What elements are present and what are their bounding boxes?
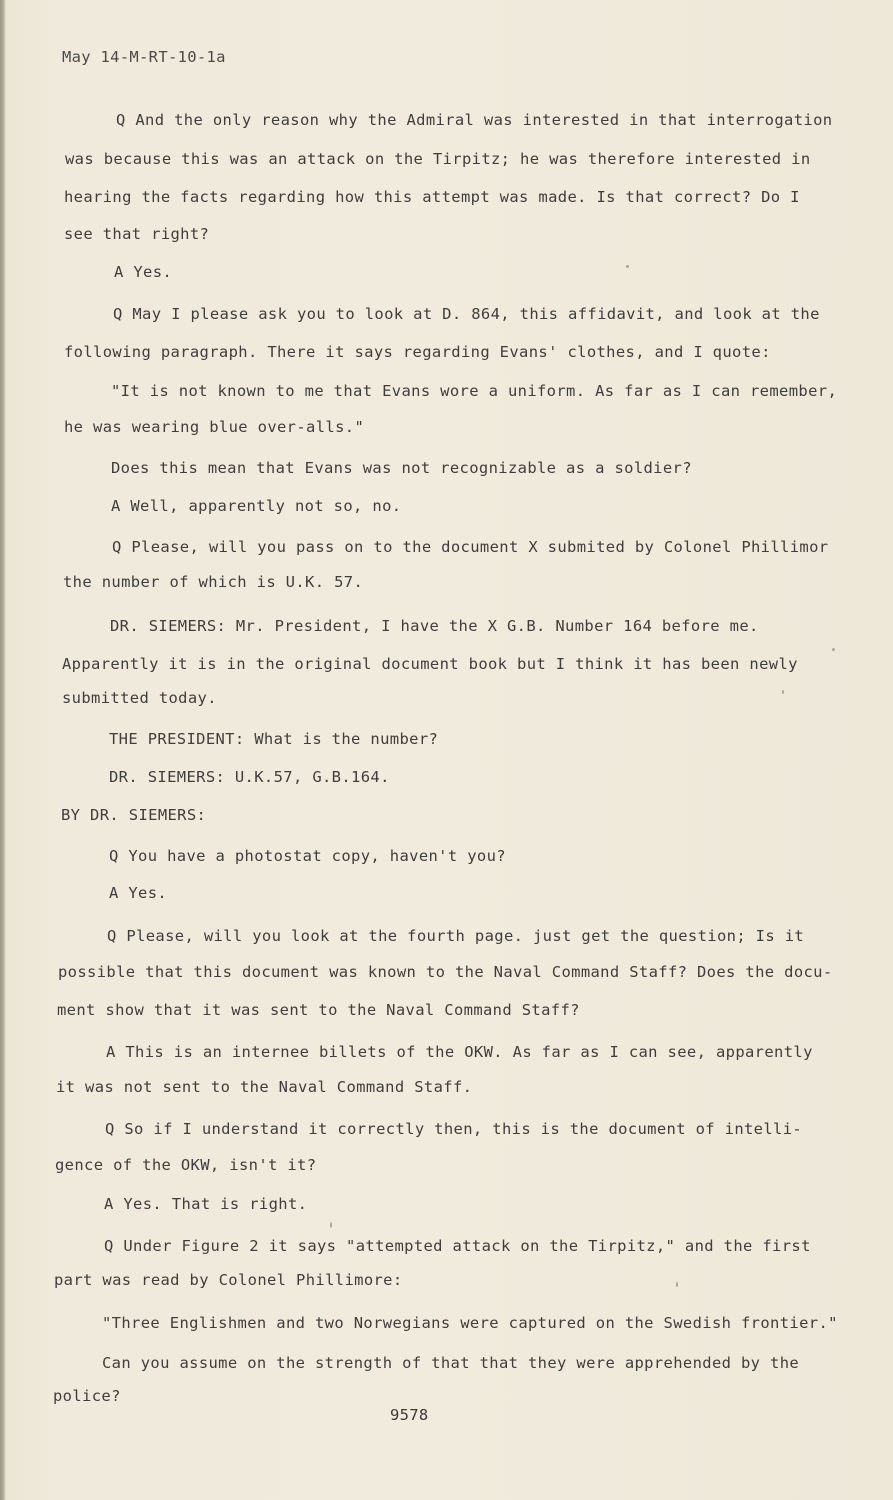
text-line: police? (53, 1387, 121, 1405)
text-line: DR. SIEMERS: U.K.57, G.B.164. (109, 768, 390, 786)
page-number: 9578 (390, 1406, 429, 1424)
text-line: hearing the facts regarding how this attempt was made. Is that correct? Do I (64, 188, 800, 206)
text-line: it was not sent to the Naval Command Staff. (56, 1078, 473, 1096)
paper-speck (626, 265, 629, 268)
text-line: was because this was an attack on the Tirpitz; he was therefore interested in (65, 150, 811, 168)
text-line: A Yes. (114, 263, 173, 281)
text-line: following paragraph. There it says regarding Evans' clothes, and I quote: (64, 343, 771, 361)
text-line: submitted today. (62, 689, 217, 707)
text-line: Q May I please ask you to look at D. 864, this affidavit, and look at the (113, 305, 820, 323)
text-line: A Well, apparently not so, no. (111, 497, 402, 515)
text-line: A Yes. (109, 884, 168, 902)
paper-speck (330, 1222, 332, 1228)
text-line: Q Under Figure 2 it says "attempted attack on the Tirpitz," and the first (104, 1237, 811, 1255)
text-line: part was read by Colonel Phillimore: (54, 1271, 403, 1289)
paper-speck (676, 1282, 678, 1287)
text-line: BY DR. SIEMERS: (61, 806, 207, 824)
text-line: THE PRESIDENT: What is the number? (109, 730, 439, 748)
text-line: see that right? (64, 225, 210, 243)
text-line: Can you assume on the strength of that that they were apprehended by the (102, 1354, 800, 1372)
text-line: the number of which is U.K. 57. (63, 573, 364, 591)
text-line: ment show that it was sent to the Naval Command Staff? (57, 1001, 580, 1019)
text-line: DR. SIEMERS: Mr. President, I have the X G.B. Number 164 before me. (110, 617, 759, 635)
text-line: he was wearing blue over-alls." (64, 418, 365, 436)
text-line: Q You have a photostat copy, haven't you? (109, 847, 506, 865)
text-line: Q Please, will you look at the fourth page. just get the question; Is it (107, 927, 805, 945)
text-line: "It is not known to me that Evans wore a uniform. As far as I can remember, (111, 382, 838, 400)
text-line: A Yes. That is right. (104, 1195, 308, 1213)
text-line: Apparently it is in the original document book but I think it has been newly (62, 655, 798, 673)
page-edge-shadow (0, 0, 6, 1500)
text-line: Q So if I understand it correctly then, this is the document of intelli- (105, 1120, 803, 1138)
text-line: "Three Englishmen and two Norwegians were captured on the Swedish frontier." (102, 1314, 838, 1332)
paper-speck (832, 648, 835, 651)
paper-speck (782, 690, 784, 694)
text-line: gence of the OKW, isn't it? (55, 1156, 317, 1174)
text-line: Q And the only reason why the Admiral was interested in that interrogation (116, 111, 833, 129)
page-header-code: May 14-M-RT-10-1a (62, 48, 226, 66)
text-line: A This is an internee billets of the OKW. As far as I can see, apparently (106, 1043, 813, 1061)
text-line: Does this mean that Evans was not recognizable as a soldier? (111, 459, 692, 477)
text-line: possible that this document was known to the Naval Command Staff? Does the docu- (58, 963, 833, 981)
text-line: Q Please, will you pass on to the document X submited by Colonel Phillimor (112, 538, 829, 556)
